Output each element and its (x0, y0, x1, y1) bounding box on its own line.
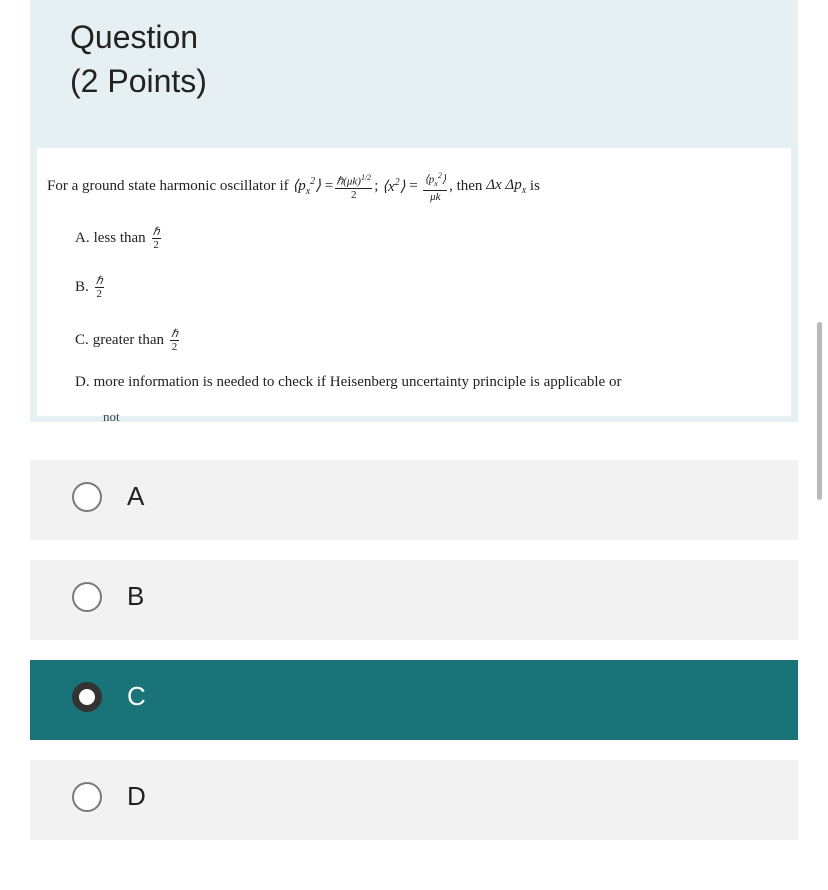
stem-delta: Δx $\Delta p_x$ (486, 176, 527, 196)
option-b-text: B. $\frac{\text{ℏ}}{2}$ (75, 275, 103, 300)
stem-x2: $⟨x^2⟩$ (382, 176, 406, 195)
option-d-text: D. more information is needed to check if Heisenberg uncertainty principle is applicable or (75, 374, 622, 390)
choice-a-label: A (127, 481, 145, 511)
stem-equals-2: = (409, 177, 418, 194)
stem-equals: = (324, 177, 334, 194)
question-title: Question (70, 19, 199, 55)
choice-c-label: C (127, 681, 146, 711)
choice-b-label: B (127, 581, 145, 611)
stem-then: then (456, 177, 483, 194)
question-stem (47, 170, 540, 203)
option-c-text: C. greater than $\frac{\text{ℏ}}{2}$ (75, 328, 178, 353)
stem-fraction-1: $\frac{\hbar(\mu k)^{1/2}}{2}$ (336, 173, 372, 201)
stem-px2: $⟨p_x^2⟩$ (292, 175, 322, 197)
choice-a[interactable] (30, 460, 798, 540)
choice-d-label: D (127, 781, 146, 811)
stem-intro: For a ground state harmonic oscillator if (47, 177, 289, 194)
option-a-text: A. less than $\frac{\text{ℏ}}{2}$ (75, 226, 160, 251)
stem-fraction-2: $\frac{⟨p_x^2⟩}{\mu k}$ (424, 171, 447, 203)
stem-comma: , (449, 177, 453, 194)
radio-button-icon[interactable] (72, 582, 102, 612)
radio-button-selected-icon[interactable] (72, 682, 102, 712)
scrollbar[interactable] (817, 322, 822, 500)
radio-button-icon[interactable] (72, 782, 102, 812)
radio-button-icon[interactable] (72, 482, 102, 512)
question-points: (2 Points) (70, 63, 207, 99)
choice-b[interactable] (30, 560, 798, 640)
choice-d[interactable] (30, 760, 798, 840)
question-image (37, 148, 791, 424)
option-d-cutoff: not (103, 409, 120, 424)
choice-c[interactable] (30, 660, 798, 740)
question-card (30, 0, 798, 422)
stem-is: is (529, 177, 540, 194)
stem-separator: ; (374, 177, 379, 194)
